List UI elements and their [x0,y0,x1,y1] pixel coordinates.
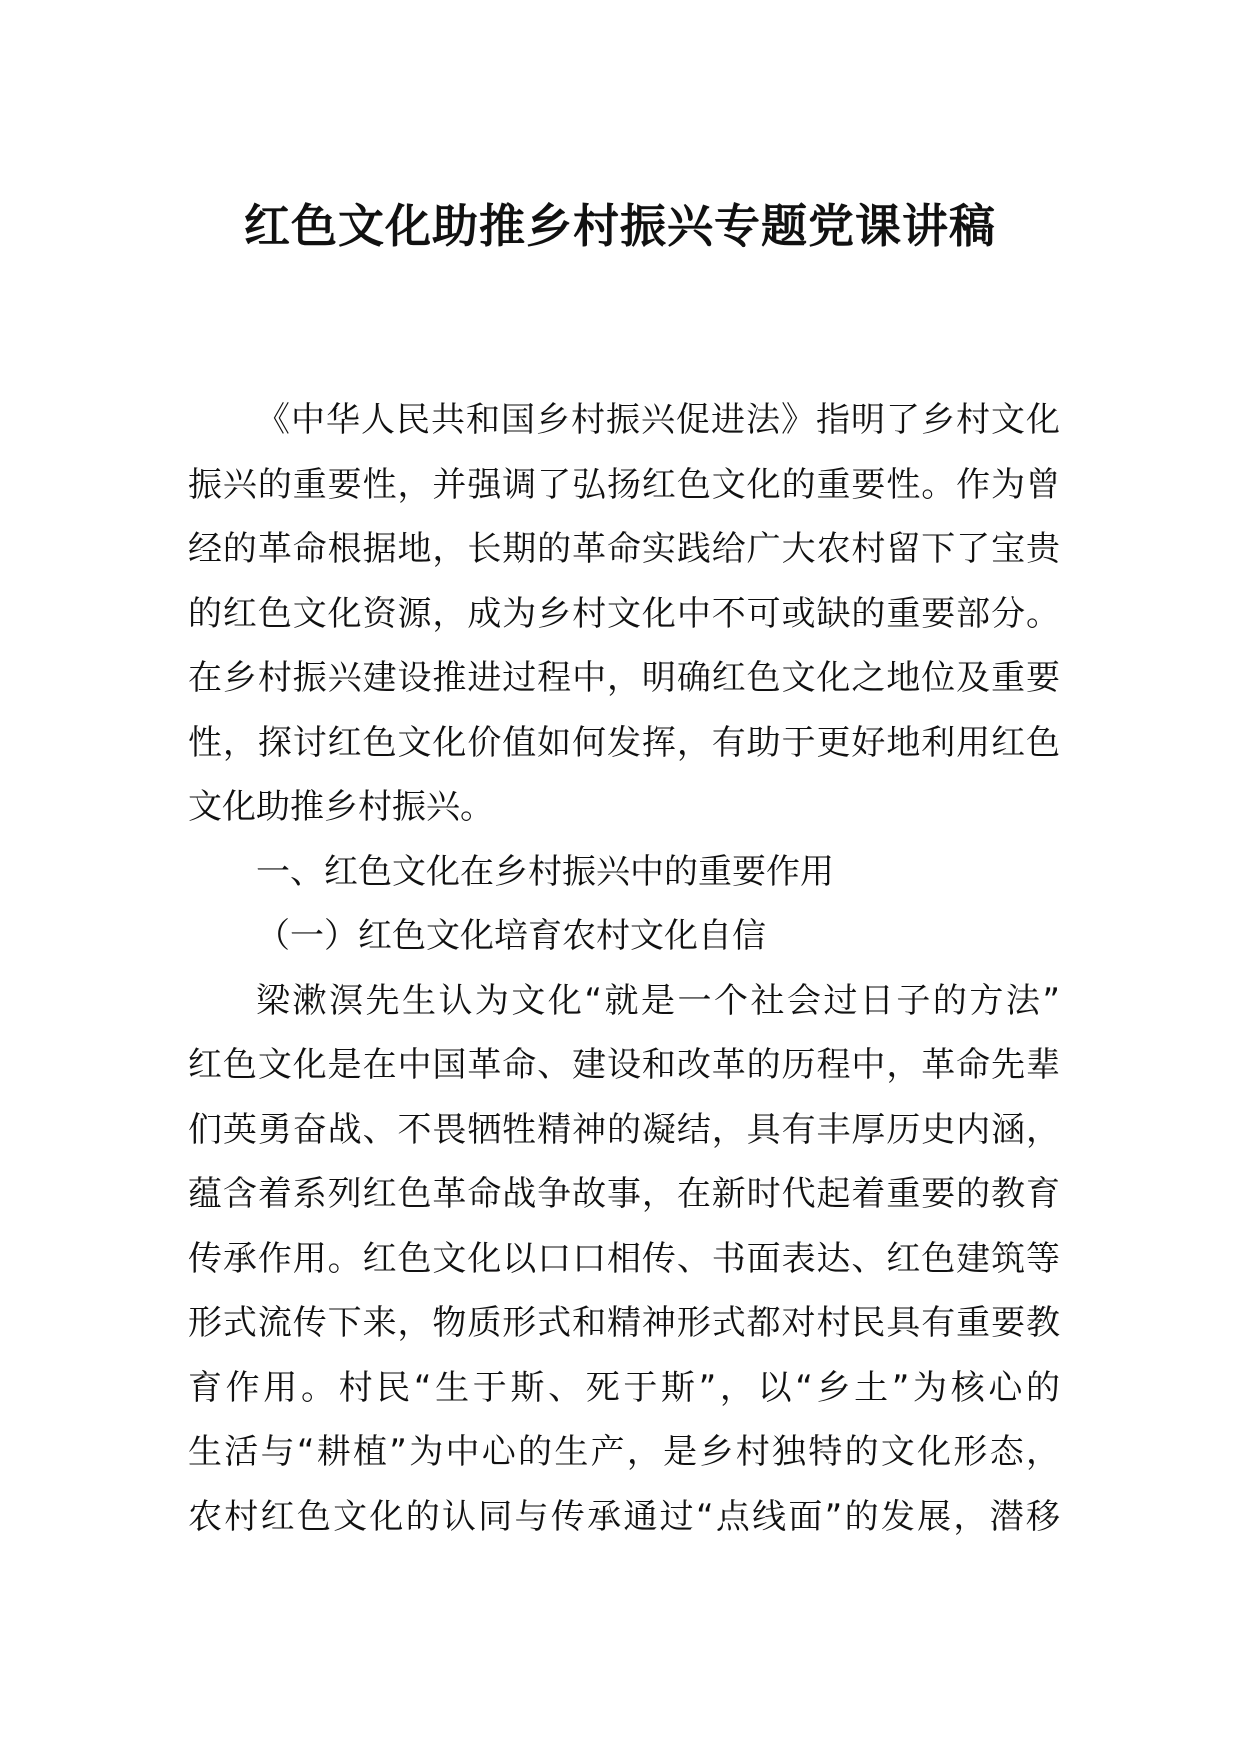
paragraph-line: 农村红色文化的认同与传承通过“点线面”的发展，潜移 [188,1496,1060,1537]
paragraph-line: 蕴含着系列红色革命战争故事，在新时代起着重要的教育 [188,1174,1060,1214]
paragraph-line: 在乡村振兴建设推进过程中，明确红色文化之地位及重要 [188,658,1060,698]
section-heading: 一、红色文化在乡村振兴中的重要作用 [256,851,834,892]
paragraph-line: 形式流传下来，物质形式和精神形式都对村民具有重要教 [188,1303,1060,1343]
subsection-heading: （一）红色文化培育农村文化自信 [256,916,766,956]
paragraph-line: 传承作用。红色文化以口口相传、书面表达、红色建筑等 [188,1238,1060,1279]
paragraph-line: 振兴的重要性，并强调了弘扬红色文化的重要性。作为曾 [188,464,1060,505]
paragraph-line: 梁漱溟先生认为文化“就是一个社会过日子的方法” [256,980,1060,1021]
paragraph-line: 经的革命根据地，长期的革命实践给广大农村留下了宝贵 [188,529,1060,569]
paragraph-line: 育作用。村民“生于斯、死于斯”，以“乡土”为核心的 [188,1367,1060,1408]
paragraph-line: 红色文化是在中国革命、建设和改革的历程中，革命先辈 [188,1045,1060,1085]
paragraph-line: 的红色文化资源，成为乡村文化中不可或缺的重要部分。 [188,593,1060,634]
paragraph-line: 生活与“耕植”为中心的生产，是乡村独特的文化形态， [188,1432,1060,1472]
paragraph-line: 们英勇奋战、不畏牺牲精神的凝结，具有丰厚历史内涵， [188,1109,1060,1150]
paragraph-line: 《中华人民共和国乡村振兴促进法》指明了乡村文化 [256,400,1060,440]
paragraph-line: 性，探讨红色文化价值如何发挥，有助于更好地利用红色 [188,722,1060,763]
paragraph-line: 文化助推乡村振兴。 [188,787,494,827]
document-body [188,388,1060,1549]
document-title: 红色文化助推乡村振兴专题党课讲稿 [244,199,996,253]
